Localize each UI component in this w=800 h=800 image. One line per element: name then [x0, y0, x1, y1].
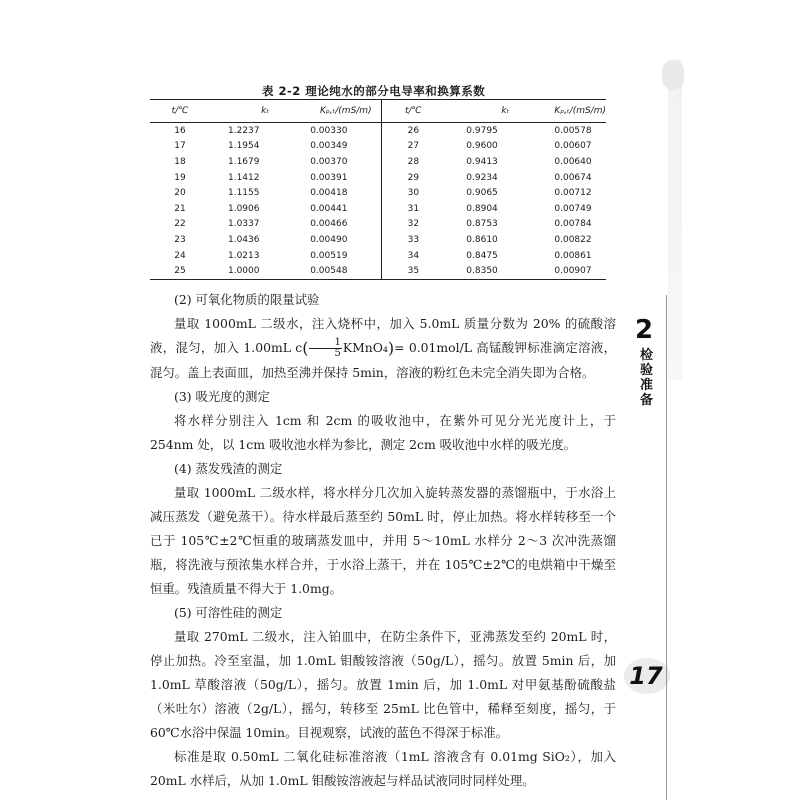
- table-cell: 0.00418: [302, 185, 382, 201]
- table-cell: 0.00466: [302, 217, 382, 233]
- fraction-numerator: 1: [309, 338, 341, 349]
- table-cell: 0.00861: [554, 250, 592, 261]
- table-cell: 0.00441: [302, 201, 382, 217]
- chapter-number: 2: [635, 315, 654, 345]
- table-cell: 0.8610: [466, 234, 498, 245]
- table-cell: 1.1155: [227, 188, 260, 199]
- formula-text: KMnO₄: [342, 340, 388, 355]
- table-cell: 0.9600: [466, 141, 498, 152]
- table-cell: 21: [174, 203, 186, 214]
- table-cell: 31: [407, 203, 420, 214]
- table-row: [150, 217, 606, 233]
- table-cell: 0.00519: [302, 248, 382, 264]
- fraction: [309, 338, 341, 359]
- table-cell: 16: [174, 125, 186, 136]
- table-cell: 35: [382, 263, 444, 279]
- table-cell: 26: [407, 125, 420, 136]
- table-cell: 0.00391: [302, 170, 382, 186]
- conductivity-table: [150, 99, 606, 280]
- table-cell: 23: [174, 234, 186, 245]
- table-cell: 24: [174, 250, 186, 261]
- table-cell: 0.00370: [302, 154, 382, 170]
- table-row: [150, 139, 606, 155]
- table-cell: 30: [407, 188, 420, 199]
- table-cell: 0.8904: [466, 203, 498, 214]
- table-row: [150, 154, 606, 170]
- table-cell: 28: [407, 156, 420, 167]
- section-heading: (5) 可溶性硅的测定: [174, 604, 283, 620]
- header-cell: t/℃: [150, 100, 210, 123]
- table-cell: 1.1412: [227, 172, 260, 183]
- table-cell: 18: [174, 156, 186, 167]
- page-edge-mark: [662, 60, 684, 90]
- section-paragraph: 量取 1000mL 二级水样，将水样分几次加入旋转蒸发器的蒸馏瓶中，于水浴上减压蒸发（避免蒸干）。待水样最后蒸至约 50mL 时，停止加热。将水样转移至一个已于 105℃±2℃恒重的玻璃蒸发皿中，并用 5～10mL 水样分 2～3 次冲洗蒸馏瓶，将洗液与预浓集水样合并，于水浴上蒸干，并在 105℃±2℃的电烘箱中干燥至恒重。残渣质量不得大于 1.0mg。: [150, 484, 616, 596]
- table-cell: 1.0213: [227, 250, 260, 261]
- table-cell: 0.00607: [554, 141, 592, 152]
- table-row: [150, 123, 606, 139]
- table-cell: 20: [174, 188, 186, 199]
- paragraph-text: 量取 1000mL 二级水，注入烧杯中，加入 5.0mL 质量分数为 20% 的硫酸溶液，混匀，加入 1.00mL c: [150, 316, 616, 355]
- table-cell: 0.9413: [466, 156, 498, 167]
- table-cell: 0.00822: [554, 234, 592, 245]
- page-number: 17: [618, 660, 674, 692]
- header-cell: Kₚ,ₜ/(mS/m): [302, 100, 382, 123]
- table-cell: 0.00349: [302, 139, 382, 155]
- header-cell: t/℃: [382, 100, 444, 123]
- section-paragraph: 量取 270mL 二级水，注入铂皿中，在防尘条件下，亚沸蒸发至约 20mL 时，停止加热。冷至室温，加 1.0mL 钼酸铵溶液（50g/L），摇匀。放置 5min 后，加 1.0mL 草酸溶液（50g/L），摇匀。放置 1min 后，加 1.0mL 对甲氨基酚硫酸盐（米吐尔）溶液（2g/L），摇匀，转移至 25mL 比色管中，稀释至刻度，摇匀，于 60℃水浴中保温 10min。目视观察，试液的蓝色不得深于标准。: [150, 628, 616, 740]
- table-row: [150, 232, 606, 248]
- section-paragraph: [150, 312, 616, 385]
- table-row: [150, 201, 606, 217]
- table-cell: 34: [407, 250, 420, 261]
- table-cell: 0.9795: [466, 125, 498, 136]
- table-cell: 0.8475: [466, 250, 498, 261]
- chapter-title: 检验准备: [640, 348, 654, 408]
- table-cell: 17: [174, 141, 186, 152]
- table-cell: 0.00490: [302, 232, 382, 248]
- table-cell: 19: [174, 172, 186, 183]
- table-row: [150, 248, 606, 264]
- table-row: [150, 170, 606, 186]
- open-paren: (: [302, 338, 309, 358]
- table-cell: 0.00907: [544, 263, 606, 279]
- close-paren: ): [387, 338, 395, 358]
- table-cell: 1.0436: [227, 234, 260, 245]
- table-cell: 27: [407, 141, 420, 152]
- chapter-tab-rule: [666, 295, 667, 800]
- table-cell: 0.9234: [466, 172, 498, 183]
- table-cell: 1.2237: [227, 125, 260, 136]
- section-paragraph: 将水样分别注入 1cm 和 2cm 的吸收池中，在紫外可见分光光度计上，于 254nm 处，以 1cm 吸收池水样为参比，测定 2cm 吸收池中水样的吸光度。: [150, 412, 616, 452]
- paragraph-text: = 0.01mol/L 高锰酸钾标准滴定溶液，混匀。盖上表面皿，加热至沸并保持 5min，溶液的粉红色未完全消失即为合格。: [150, 340, 616, 380]
- table-cell: 0.8753: [466, 219, 498, 230]
- table-header-row: [150, 100, 606, 123]
- table-cell: 1.1679: [227, 156, 260, 167]
- header-cell: kₜ: [210, 100, 302, 123]
- table-cell: 0.8350: [444, 263, 544, 279]
- table-cell: 0.00784: [554, 219, 592, 230]
- table-cell: 25: [150, 263, 210, 279]
- table-cell: 0.00674: [554, 172, 592, 183]
- fraction-denominator: 5: [334, 348, 341, 359]
- table-row: [150, 263, 606, 279]
- table-cell: 1.0000: [210, 263, 302, 279]
- section-heading: (2) 可氧化物质的限量试验: [174, 292, 320, 307]
- table-cell: 0.00712: [554, 188, 592, 199]
- body-text: [150, 288, 616, 793]
- page-edge-band: [668, 60, 682, 380]
- header-cell: kₜ: [444, 100, 544, 123]
- table-cell: 0.00548: [302, 263, 382, 279]
- table-cell: 0.00640: [554, 156, 592, 167]
- table-cell: 0.00578: [554, 125, 592, 136]
- table-cell: 29: [407, 172, 420, 183]
- section-paragraph: 标准是取 0.50mL 二氧化硅标准溶液（1mL 溶液含有 0.01mg SiO₂），加入 20mL 水样后，从加 1.0mL 钼酸铵溶液起与样品试液同时同样处理。: [150, 748, 616, 788]
- table-cell: 0.00330: [302, 123, 382, 139]
- table-cell: 1.0906: [227, 203, 260, 214]
- header-cell: Kₚ,ₜ/(mS/m): [544, 100, 606, 123]
- section-heading: (4) 蒸发残渣的测定: [174, 460, 283, 476]
- table-cell: 0.9065: [466, 188, 498, 199]
- table-cell: 1.1954: [227, 141, 260, 152]
- table-cell: 22: [174, 219, 186, 230]
- table-cell: 0.00749: [554, 203, 592, 214]
- table-cell: 33: [407, 234, 420, 245]
- table-body: [150, 123, 606, 280]
- table-caption: 表 2-2 理论纯水的部分电导率和换算系数: [262, 84, 486, 98]
- table-row: [150, 185, 606, 201]
- section-heading: (3) 吸光度的测定: [174, 388, 270, 404]
- table-cell: 1.0337: [227, 219, 260, 230]
- table-cell: 32: [407, 219, 420, 230]
